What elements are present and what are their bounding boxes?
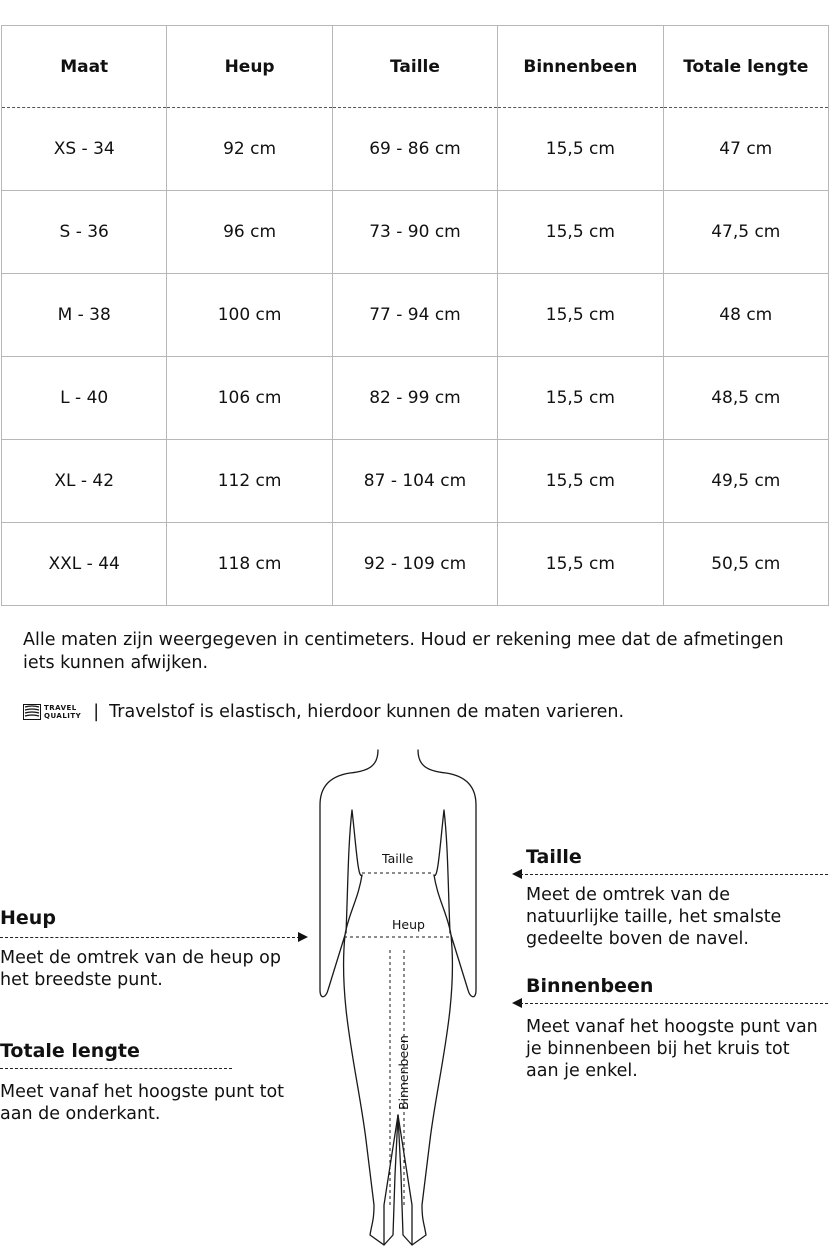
table-cell: 48,5 cm xyxy=(663,357,828,440)
totale-lengte-line xyxy=(0,1068,232,1069)
table-cell: 48 cm xyxy=(663,274,828,357)
figure-label-binnenbeen: Binnenbeen xyxy=(396,1035,411,1110)
table-cell: 112 cm xyxy=(167,440,332,523)
table-cell: XL - 42 xyxy=(2,440,167,523)
figure-label-heup: Heup xyxy=(392,917,425,932)
column-header: Totale lengte xyxy=(663,26,828,108)
table-row xyxy=(2,108,829,191)
heup-description: Meet de omtrek van de heup op het breedste punt. xyxy=(0,948,281,990)
table-cell: 15,5 cm xyxy=(498,440,663,523)
table-row xyxy=(2,274,829,357)
table-cell: 92 cm xyxy=(167,108,332,191)
table-cell: XS - 34 xyxy=(2,108,167,191)
table-row xyxy=(2,440,829,523)
table-row xyxy=(2,357,829,440)
table-cell: 15,5 cm xyxy=(498,523,663,606)
table-row xyxy=(2,523,829,606)
table-cell: 73 - 90 cm xyxy=(332,191,497,274)
table-cell: S - 36 xyxy=(2,191,167,274)
totale-lengte-title: Totale lengte xyxy=(0,1040,140,1062)
separator: | xyxy=(93,702,100,722)
table-row xyxy=(2,191,829,274)
taille-pointer-line xyxy=(520,874,828,875)
binnenbeen-pointer-line xyxy=(520,1003,828,1004)
column-header: Maat xyxy=(2,26,167,108)
heup-title: Heup xyxy=(0,907,56,929)
table-cell: 69 - 86 cm xyxy=(332,108,497,191)
column-header: Taille xyxy=(332,26,497,108)
fabric-stripes-icon xyxy=(23,704,41,720)
table-cell: 15,5 cm xyxy=(498,108,663,191)
size-table xyxy=(1,25,829,606)
travel-note: Travelstof is elastisch, hierdoor kunnen de maten varieren. xyxy=(109,702,625,722)
table-cell: 118 cm xyxy=(167,523,332,606)
table-cell: 77 - 94 cm xyxy=(332,274,497,357)
logo-line-2: QUALITY xyxy=(44,712,82,720)
table-cell: XXL - 44 xyxy=(2,523,167,606)
column-header: Heup xyxy=(167,26,332,108)
table-cell: M - 38 xyxy=(2,274,167,357)
binnenbeen-description: Meet vanaf het hoogste punt van je binnenbeen bij het kruis tot aan je enkel. xyxy=(526,1017,818,1081)
binnenbeen-title: Binnenbeen xyxy=(526,975,654,997)
table-cell: 100 cm xyxy=(167,274,332,357)
column-header: Binnenbeen xyxy=(498,26,663,108)
table-cell: 92 - 109 cm xyxy=(332,523,497,606)
body-figure xyxy=(300,745,480,1250)
figure-label-taille: Taille xyxy=(382,851,414,866)
table-cell: 15,5 cm xyxy=(498,274,663,357)
table-cell: 106 cm xyxy=(167,357,332,440)
logo-line-1: TRAVEL xyxy=(44,704,77,712)
table-cell: 47 cm xyxy=(663,108,828,191)
table-cell: L - 40 xyxy=(2,357,167,440)
totale-lengte-description: Meet vanaf het hoogste punt tot aan de onderkant. xyxy=(0,1082,285,1124)
table-cell: 15,5 cm xyxy=(498,191,663,274)
table-cell: 96 cm xyxy=(167,191,332,274)
table-cell: 15,5 cm xyxy=(498,357,663,440)
table-cell: 49,5 cm xyxy=(663,440,828,523)
taille-description: Meet de omtrek van de natuurlijke taille, het smalste gedeelte boven de navel. xyxy=(526,885,782,949)
taille-title: Taille xyxy=(526,846,582,868)
arrow-right-icon xyxy=(298,932,308,942)
measurement-note: Alle maten zijn weergegeven in centimeters. Houd er rekening mee dat de afmetingen iets kunnen afwijken. xyxy=(23,630,784,673)
heup-pointer-line xyxy=(0,937,300,938)
travel-quality-logo xyxy=(23,704,81,720)
table-cell: 50,5 cm xyxy=(663,523,828,606)
table-cell: 47,5 cm xyxy=(663,191,828,274)
table-cell: 82 - 99 cm xyxy=(332,357,497,440)
travel-quality-line xyxy=(23,699,624,725)
table-header-row xyxy=(2,26,829,108)
table-cell: 87 - 104 cm xyxy=(332,440,497,523)
